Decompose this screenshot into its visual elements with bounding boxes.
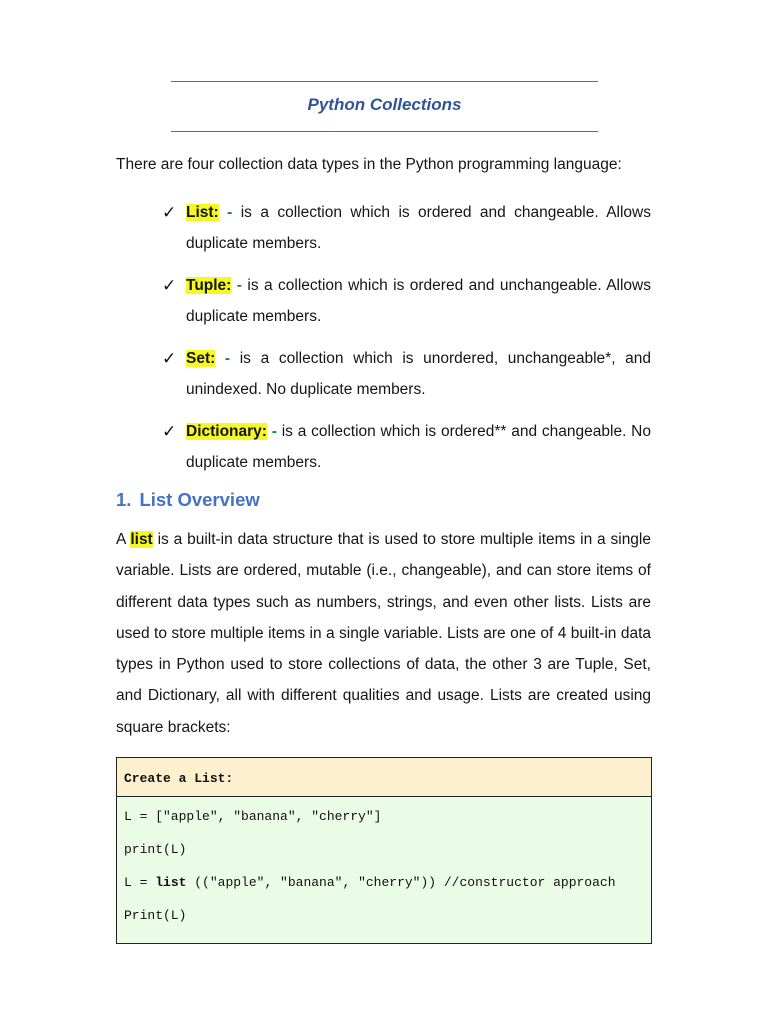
paragraph-body: is a built-in data structure that is used to store multiple items in a single variable. Lists are ordered, mutable (i.e., changeable), and can store items of different data types such as numbers, strings, and even other lists. Lists are used to store multiple items in a single variable. Lists are one of 4 built-in data types in Python used to store collections of data, the other 3 are Tuple, Set, and Dictionary, all with different qualities and usage. Lists are created using square brackets: bbox=[116, 531, 651, 736]
code-line-1: L = ["apple", "banana", "cherry"] bbox=[124, 809, 382, 824]
term-separator: - bbox=[218, 204, 241, 221]
highlighted-term: list bbox=[130, 531, 153, 548]
term-separator: - bbox=[266, 423, 282, 440]
term-separator: - bbox=[231, 277, 248, 294]
term-description: is a collection which is ordered and unchangeable. Allows duplicate members. bbox=[186, 277, 651, 325]
title-rule-top bbox=[171, 81, 598, 82]
code-prefix: L = bbox=[124, 875, 156, 890]
code-keyword: list bbox=[155, 875, 187, 890]
list-item-list bbox=[160, 197, 651, 259]
list-item-set bbox=[160, 343, 651, 405]
section-title: List Overview bbox=[139, 489, 260, 510]
checkmark-icon: ✓ bbox=[162, 203, 177, 222]
checkmark-icon: ✓ bbox=[162, 349, 177, 368]
term-list: List: bbox=[186, 204, 219, 221]
list-item-dictionary bbox=[160, 416, 651, 478]
collection-list bbox=[160, 197, 651, 489]
code-line-4: Print(L) bbox=[124, 908, 187, 923]
list-item-tuple bbox=[160, 270, 651, 332]
term-description: is a collection which is unordered, unchangeable*, and unindexed. No duplicate members. bbox=[186, 350, 651, 398]
checkmark-icon: ✓ bbox=[162, 422, 177, 441]
code-body bbox=[117, 797, 651, 943]
code-line-3 bbox=[124, 875, 651, 908]
checkmark-icon: ✓ bbox=[162, 276, 177, 295]
title-rule-bottom bbox=[171, 131, 598, 132]
code-rest: (("apple", "banana", "cherry")) //constructor approach bbox=[186, 875, 616, 890]
term-dictionary: Dictionary: bbox=[186, 423, 267, 440]
term-set: Set: bbox=[186, 350, 216, 367]
paragraph-prefix: A bbox=[116, 531, 131, 548]
code-header: Create a List: bbox=[117, 758, 651, 797]
term-description: is a collection which is ordered and changeable. Allows duplicate members. bbox=[186, 204, 651, 252]
code-example-box bbox=[116, 757, 652, 944]
term-description: is a collection which is ordered** and changeable. No duplicate members. bbox=[186, 423, 651, 471]
code-line-2: print(L) bbox=[124, 842, 187, 857]
page-title: Python Collections bbox=[307, 95, 462, 114]
section-number: 1. bbox=[116, 489, 132, 510]
section-heading bbox=[116, 489, 260, 511]
term-tuple: Tuple: bbox=[186, 277, 232, 294]
term-separator: - bbox=[215, 350, 240, 367]
list-overview-paragraph bbox=[116, 524, 651, 743]
intro-text: There are four collection data types in the Python programming language: bbox=[116, 156, 622, 173]
